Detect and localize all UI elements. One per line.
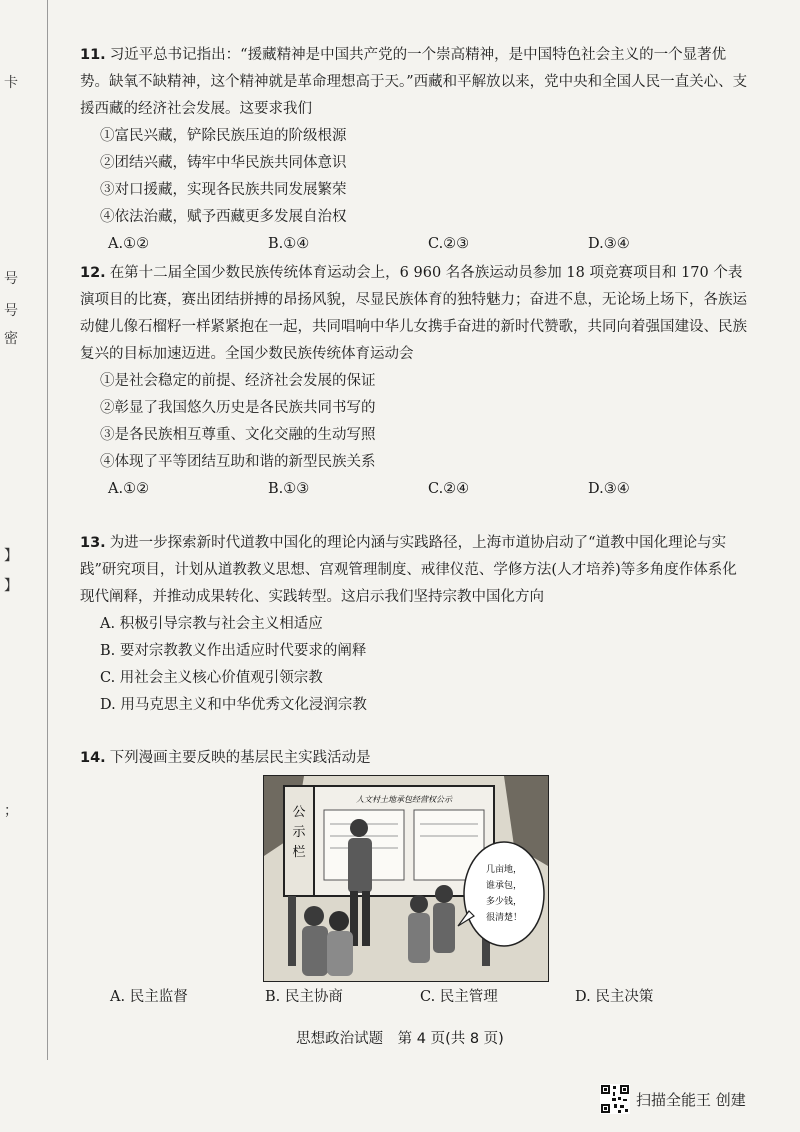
margin-mark: ；	[4, 803, 18, 819]
answer-choices	[110, 985, 730, 1006]
binding-margin-line	[47, 0, 48, 1060]
choice-c[interactable]: C. 用社会主义核心价值观引领宗教	[100, 670, 323, 686]
bubble-line-2: 谁承包，	[485, 881, 523, 891]
choice-d[interactable]: D.③④	[588, 236, 630, 252]
question-number: 11.	[80, 47, 106, 63]
question-number: 14.	[80, 750, 106, 766]
board-title-char: 栏	[292, 845, 306, 860]
statement-4: ④依法治藏，赋予西藏更多发展自治权	[100, 209, 347, 225]
statement-3: ③是各民族相互尊重、文化交融的生动写照	[100, 427, 376, 443]
board-title-char: 公	[292, 805, 306, 820]
answer-choices	[80, 231, 750, 258]
choice-d[interactable]: D. 民主决策	[575, 989, 654, 1005]
statement-2: ②团结兴藏，铸牢中华民族共同体意识	[100, 155, 347, 171]
qr-code-icon	[600, 1084, 630, 1114]
margin-mark: 号	[4, 271, 18, 287]
question-stem	[80, 745, 750, 772]
question-11	[80, 42, 750, 258]
margin-mark: 号	[4, 303, 18, 319]
choice-b[interactable]: B. 要对宗教教义作出适应时代要求的阐释	[100, 643, 367, 659]
stem-text: 下列漫画主要反映的基层民主实践活动是	[109, 750, 371, 766]
question-12	[80, 260, 750, 503]
choice-a[interactable]: A.①②	[108, 236, 150, 252]
stem-text: 习近平总书记指出：“援藏精神是中国共产党的一个崇高精神，是中国特色社会主义的一个显著优势。缺氧不缺精神，这个精神就是革命理想高于天。”西藏和平解放以来，党中央和全国人民一直关心、支援西藏的经济社会发展。这要求我们	[80, 47, 748, 117]
margin-mark: 卡	[4, 75, 18, 91]
choice-b[interactable]: B. 民主协商	[265, 989, 343, 1005]
margin-mark: 】	[4, 548, 18, 564]
question-14	[80, 745, 750, 772]
scanner-watermark	[600, 1084, 746, 1114]
bubble-line-1: 几亩地，	[485, 865, 523, 875]
board-banner: 人文村土地承包经营权公示	[356, 795, 452, 804]
question-number: 13.	[80, 535, 106, 551]
choice-c[interactable]: C.②③	[428, 236, 470, 252]
statement-1: ①是社会稳定的前提、经济社会发展的保证	[100, 373, 376, 389]
bubble-line-4: 很清楚！	[485, 913, 523, 923]
statement-3: ③对口援藏，实现各民族共同发展繁荣	[100, 182, 347, 198]
statement-2: ②彰显了我国悠久历史是各民族共同书写的	[100, 400, 376, 416]
question-number: 12.	[80, 265, 106, 281]
board-title-char: 示	[292, 825, 306, 840]
statement-1: ①富民兴藏，铲除民族压迫的阶级根源	[100, 128, 347, 144]
question-stem	[80, 42, 750, 123]
choice-a[interactable]: A. 积极引导宗教与社会主义相适应	[100, 616, 323, 632]
stem-text: 在第十二届全国少数民族传统体育运动会上，6 960 名各族运动员参加 18 项竞赛项目和 170 个表演项目的比赛，赛出团结拼搏的昂扬风貌，尽显民族体育的独特魅力；奋进不息，无论场上场下，各族运动健儿像石榴籽一样紧紧抱在一起，共同唱响中华儿女携手奋进的新时代赞歌，共同向着强国建设、民族复兴的目标加速迈进。全国少数民族传统体育运动会	[80, 265, 747, 362]
cartoon-drawing	[264, 776, 548, 981]
choice-a[interactable]: A. 民主监督	[110, 989, 188, 1005]
stem-text: 为进一步探索新时代道教中国化的理论内涵与实践路径，上海市道协启动了“道教中国化理论与实践”研究项目，计划从道教教义思想、宫观管理制度、戒律仪范、学修方法(人才培养)等多角度作体系化现代阐释，并推动成果转化、实践转型。这启示我们坚持宗教中国化方向	[80, 535, 737, 605]
answer-choices	[80, 476, 750, 503]
bubble-line-3: 多少钱，	[485, 897, 523, 907]
choice-d[interactable]: D. 用马克思主义和中华优秀文化浸润宗教	[100, 697, 367, 713]
statement-4: ④体现了平等团结互助和谐的新型民族关系	[100, 454, 376, 470]
question-stem	[80, 530, 750, 611]
question-stem	[80, 260, 750, 368]
choice-b[interactable]: B.①④	[268, 236, 310, 252]
margin-mark: 密	[4, 331, 18, 347]
choice-b[interactable]: B.①③	[268, 481, 310, 497]
watermark-text: 扫描全能王 创建	[636, 1090, 746, 1109]
question-13	[80, 530, 750, 719]
cartoon-image	[263, 775, 549, 982]
margin-mark: 】	[4, 578, 18, 594]
choice-a[interactable]: A.①②	[108, 481, 150, 497]
choice-d[interactable]: D.③④	[588, 481, 630, 497]
page-footer: 思想政治试题 第 4 页(共 8 页)	[296, 1031, 504, 1047]
choice-c[interactable]: C. 民主管理	[420, 989, 498, 1005]
choice-c[interactable]: C.②④	[428, 481, 470, 497]
